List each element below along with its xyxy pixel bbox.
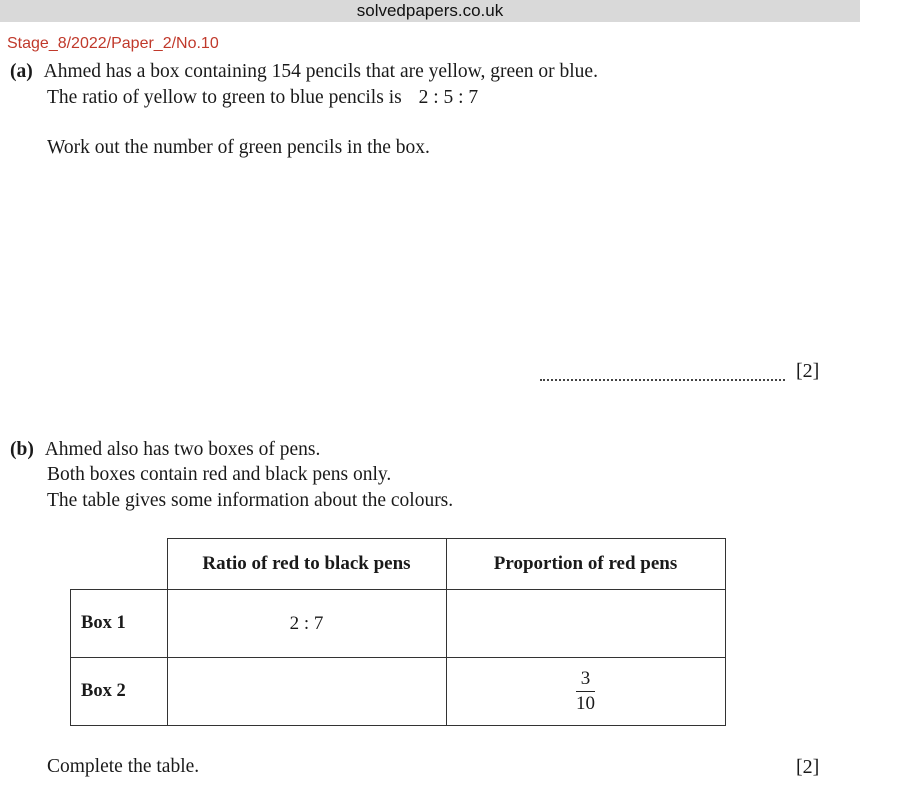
box2-proportion — [446, 658, 725, 726]
header-proportion: Proportion of red pens — [446, 539, 725, 590]
fraction-denominator: 10 — [576, 693, 595, 714]
pens-table — [70, 538, 726, 726]
part-b-label: (b) — [10, 439, 34, 460]
box1-proportion-answer[interactable] — [446, 590, 725, 658]
answer-line-a[interactable] — [540, 379, 785, 381]
table-row — [71, 590, 726, 658]
box2-ratio-answer[interactable] — [167, 658, 446, 726]
part-a-instruction: Work out the number of green pencils in the box. — [47, 137, 430, 158]
table-header-row — [71, 539, 726, 590]
part-a-marks: [2] — [796, 360, 820, 382]
part-b-line1 — [10, 439, 320, 461]
question-reference: Stage_8/2022/Paper_2/No.10 — [7, 35, 219, 52]
row-label-box1: Box 1 — [71, 590, 168, 658]
part-a-label: (a) — [10, 61, 33, 82]
proportion-fraction — [576, 668, 595, 715]
part-a-line1 — [10, 61, 598, 83]
table-row — [71, 658, 726, 726]
site-banner: solvedpapers.co.uk — [0, 0, 860, 22]
fraction-numerator: 3 — [576, 668, 595, 692]
part-b-line2: Both boxes contain red and black pens only. — [47, 464, 392, 485]
part-b-line1-text: Ahmed also has two boxes of pens. — [44, 439, 321, 460]
part-b-marks: [2] — [796, 756, 820, 778]
part-b-line3: The table gives some information about the colours. — [47, 490, 454, 511]
part-b-instruction: Complete the table. — [47, 756, 200, 777]
pencil-ratio: 2 : 5 : 7 — [418, 87, 479, 108]
table-corner-cell — [71, 539, 168, 590]
box1-ratio: 2 : 7 — [167, 590, 446, 658]
part-a-line2-text: The ratio of yellow to green to blue pencils is — [47, 87, 402, 108]
row-label-box2: Box 2 — [71, 658, 168, 726]
part-a-line2 — [47, 87, 478, 109]
part-a-line1-text: Ahmed has a box containing 154 pencils that are yellow, green or blue. — [43, 61, 598, 82]
header-ratio: Ratio of red to black pens — [167, 539, 446, 590]
